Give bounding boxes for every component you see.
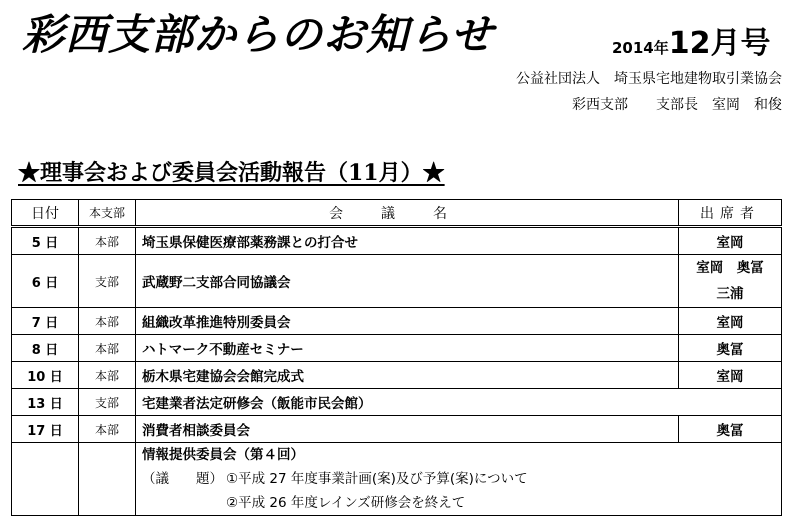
agenda-line [142,467,775,491]
row-attendees: 室岡 [679,362,782,389]
row-attendees: 奥冨 [679,335,782,362]
branch-chief: 彩西支部 支部長 室岡 和俊 [572,97,782,113]
row-meeting-name: 埼玉県保健医療部薬務課との打合せ [136,227,679,255]
organization-info [516,66,782,118]
row-attendees: 奥冨 [679,416,782,443]
table-row [12,255,782,308]
row-date: 6 日 [12,255,79,308]
header-branch: 本支部 [79,200,136,227]
activity-table [11,199,782,516]
table-row [12,416,782,443]
section-title: ★理事会および委員会活動報告（11月）★ [18,160,445,186]
issue-month: 12月号 [668,26,771,61]
header-attendees: 出席者 [679,200,782,227]
row-attendees: 室岡 [679,308,782,335]
agenda-item-2: ②平成 26 年度レインズ研修会を終えて [226,495,466,511]
row-branch: 本部 [79,335,136,362]
row-meeting-name: 消費者相談委員会 [136,416,679,443]
row-date: 17 日 [12,416,79,443]
row-meeting-name: 武蔵野二支部合同協議会 [136,255,679,308]
row-branch: 本部 [79,227,136,255]
attendee-line-2: 三浦 [716,286,744,302]
row-branch: 本部 [79,308,136,335]
row-date: 7 日 [12,308,79,335]
row-date: 8 日 [12,335,79,362]
row-attendees: 室岡 [679,227,782,255]
row-date: 5 日 [12,227,79,255]
table-row [12,389,782,416]
issue-label [612,18,771,62]
row-branch: 支部 [79,255,136,308]
row-date [12,443,79,516]
info-committee-title: 情報提供委員会（第４回） [142,447,304,463]
header-date: 日付 [12,200,79,227]
info-committee-block [136,443,782,516]
table-row [12,227,782,255]
row-branch [79,443,136,516]
row-meeting-name: 宅建業者法定研修会（飯能市民会館） [136,389,782,416]
attendee-line-1: 室岡 奥冨 [696,260,764,276]
agenda-label: （議 題） [142,471,223,487]
organization-name: 公益社団法人 埼玉県宅地建物取引業協会 [516,71,782,87]
table-header-row [12,200,782,227]
table-row [12,308,782,335]
row-date: 13 日 [12,389,79,416]
row-meeting-name: 組織改革推進特別委員会 [136,308,679,335]
row-date: 10 日 [12,362,79,389]
table-row [12,335,782,362]
table-row [12,362,782,389]
issue-year: 2014年 [612,39,669,57]
table-row [12,443,782,516]
row-branch: 本部 [79,416,136,443]
row-branch: 支部 [79,389,136,416]
newsletter-title: 彩西支部からのお知らせ [22,10,494,59]
row-attendees [679,255,782,308]
row-meeting-name: ハトマーク不動産セミナー [136,335,679,362]
row-meeting-name: 栃木県宅建協会会館完成式 [136,362,679,389]
header-meeting-name: 会議名 [136,200,679,227]
row-branch: 本部 [79,362,136,389]
agenda-item-1: ①平成 27 年度事業計画(案)及び予算(案)について [226,471,528,487]
